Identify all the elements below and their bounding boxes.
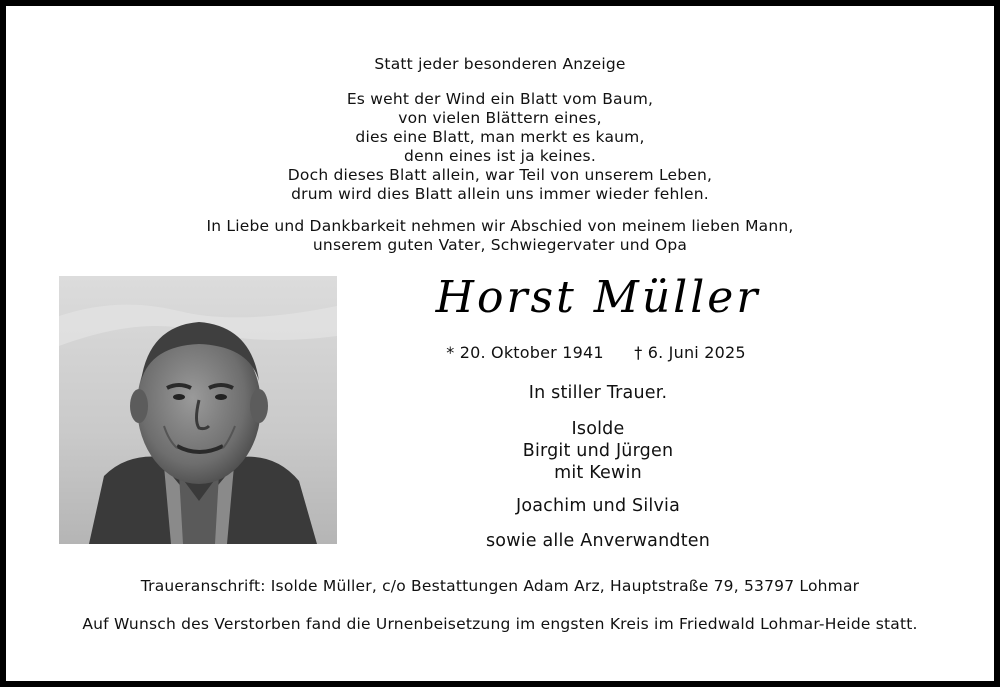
mourning-address: Traueranschrift: Isolde Müller, c/o Bestattungen Adam Arz, Hauptstraße 79, 53797 Lohmar: [140, 577, 860, 595]
poem-line: Doch dieses Blatt allein, war Teil von unserem Leben,: [287, 166, 713, 184]
burial-note: Auf Wunsch des Verstorben fand die Urnenbeisetzung im engsten Kreis im Friedwald Lohmar-Heide statt.: [82, 615, 918, 633]
mourning-line: In stiller Trauer.: [528, 383, 668, 403]
poem-line: von vielen Blättern eines,: [398, 109, 602, 127]
portrait-photo: [59, 276, 337, 544]
intro-line: Statt jeder besonderen Anzeige: [374, 55, 626, 73]
poem-line: Es weht der Wind ein Blatt vom Baum,: [346, 90, 654, 108]
death-date: † 6. Juni 2025: [634, 343, 746, 362]
birth-date: * 20. Oktober 1941: [446, 343, 604, 362]
mourner-name: sowie alle Anverwandten: [485, 531, 711, 551]
farewell-line: unserem guten Vater, Schwiegervater und Opa: [312, 236, 688, 254]
farewell-line: In Liebe und Dankbarkeit nehmen wir Abschied von meinem lieben Mann,: [206, 217, 794, 235]
poem-line: dies eine Blatt, man merkt es kaum,: [355, 128, 645, 146]
poem-line: drum wird dies Blatt allein uns immer wieder fehlen.: [291, 185, 709, 203]
deceased-name: Horst Müller: [435, 272, 761, 323]
poem-line: denn eines ist ja keines.: [404, 147, 596, 165]
mourner-name: Birgit und Jürgen: [522, 441, 674, 461]
mourner-name: Isolde: [571, 419, 625, 439]
mourner-name: Joachim und Silvia: [515, 496, 680, 516]
mourner-name: mit Kewin: [554, 463, 642, 483]
